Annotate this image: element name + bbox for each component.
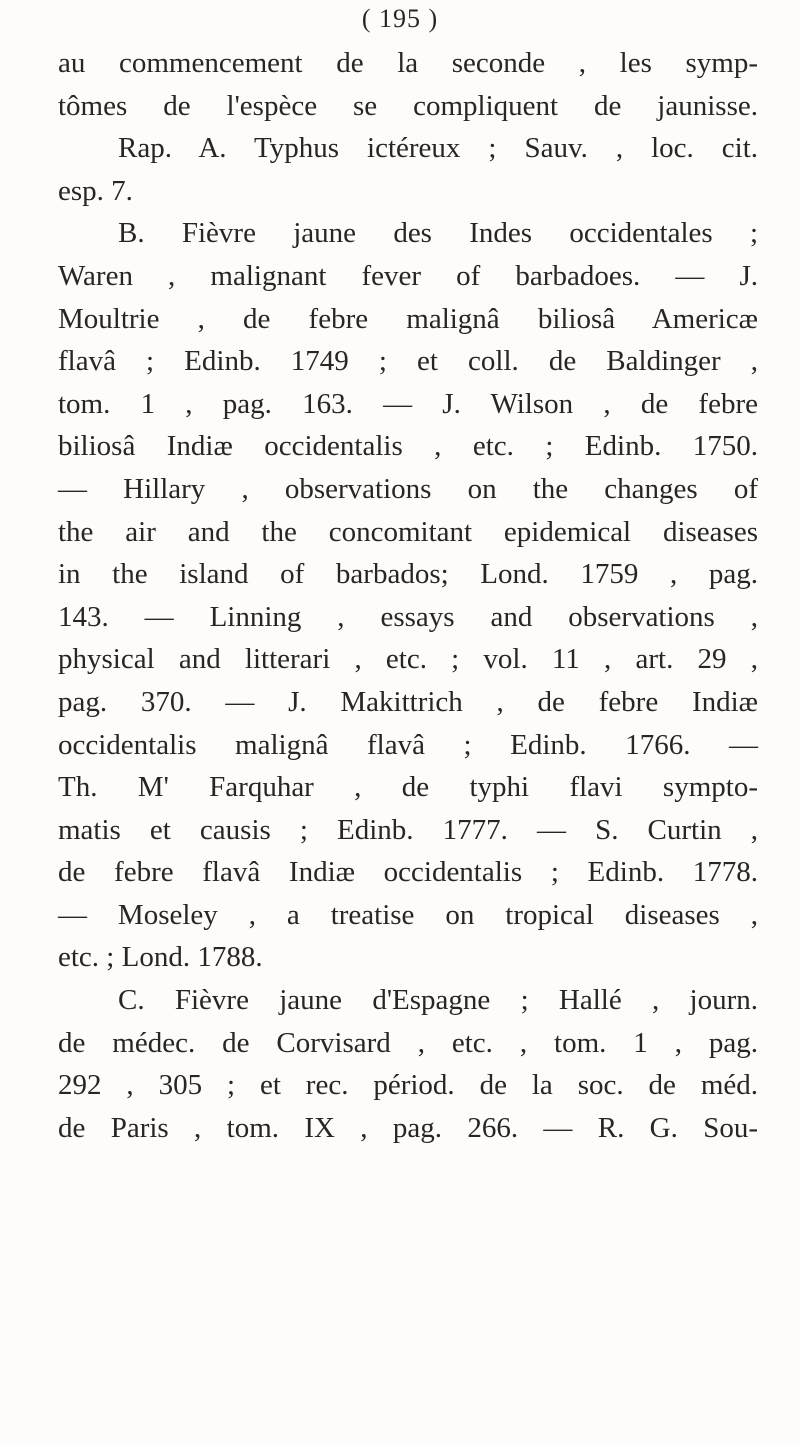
text-line: tom. 1 , pag. 163. — J. Wilson , de febre bbox=[58, 387, 758, 420]
text-line: 292 , 305 ; et rec. périod. de la soc. de méd. bbox=[58, 1069, 758, 1102]
text-line: biliosâ Indiæ occidentalis , etc. ; Edinb. 1750. bbox=[58, 430, 758, 463]
text-line: — Moseley , a treatise on tropical diseases , bbox=[58, 898, 758, 931]
text-line: physical and litterari , etc. ; vol. 11 , art. 29 , bbox=[58, 643, 758, 676]
text-line: tômes de l'espèce se compliquent de jaunisse. bbox=[58, 89, 758, 122]
text-line: Waren , malignant fever of barbadoes. — J. bbox=[58, 259, 758, 292]
text-line: esp. 7. bbox=[58, 174, 133, 207]
text-line: de febre flavâ Indiæ occidentalis ; Edinb. 1778. bbox=[58, 856, 758, 889]
text-line: pag. 370. — J. Makittrich , de febre Indiæ bbox=[58, 685, 758, 718]
text-line: matis et causis ; Edinb. 1777. — S. Curtin , bbox=[58, 813, 758, 846]
text-line: Rap. A. Typhus ictéreux ; Sauv. , loc. cit. bbox=[118, 132, 758, 165]
text-line: flavâ ; Edinb. 1749 ; et coll. de Baldinger , bbox=[58, 345, 758, 378]
body-text bbox=[58, 42, 758, 1149]
text-line: Th. M' Farquhar , de typhi flavi sympto- bbox=[58, 771, 758, 804]
page-number-header: ( 195 ) bbox=[361, 4, 439, 33]
text-line: — Hillary , observations on the changes of bbox=[58, 472, 758, 505]
text-line: B. Fièvre jaune des Indes occidentales ; bbox=[118, 217, 758, 250]
text-line: occidentalis malignâ flavâ ; Edinb. 1766. — bbox=[58, 728, 758, 761]
text-line: etc. ; Lond. 1788. bbox=[58, 941, 263, 974]
text-line: the air and the concomitant epidemical diseases bbox=[58, 515, 758, 548]
text-line: de Paris , tom. IX , pag. 266. — R. G. Sou- bbox=[58, 1111, 758, 1144]
text-line: 143. — Linning , essays and observations , bbox=[58, 600, 758, 633]
text-line: Moultrie , de febre malignâ biliosâ Americæ bbox=[58, 302, 758, 335]
text-line: de médec. de Corvisard , etc. , tom. 1 , pag. bbox=[58, 1026, 758, 1059]
text-line: in the island of barbados; Lond. 1759 , pag. bbox=[58, 558, 758, 591]
text-line: au commencement de la seconde , les symp- bbox=[58, 47, 758, 79]
text-line: C. Fièvre jaune d'Espagne ; Hallé , journ. bbox=[118, 984, 758, 1017]
